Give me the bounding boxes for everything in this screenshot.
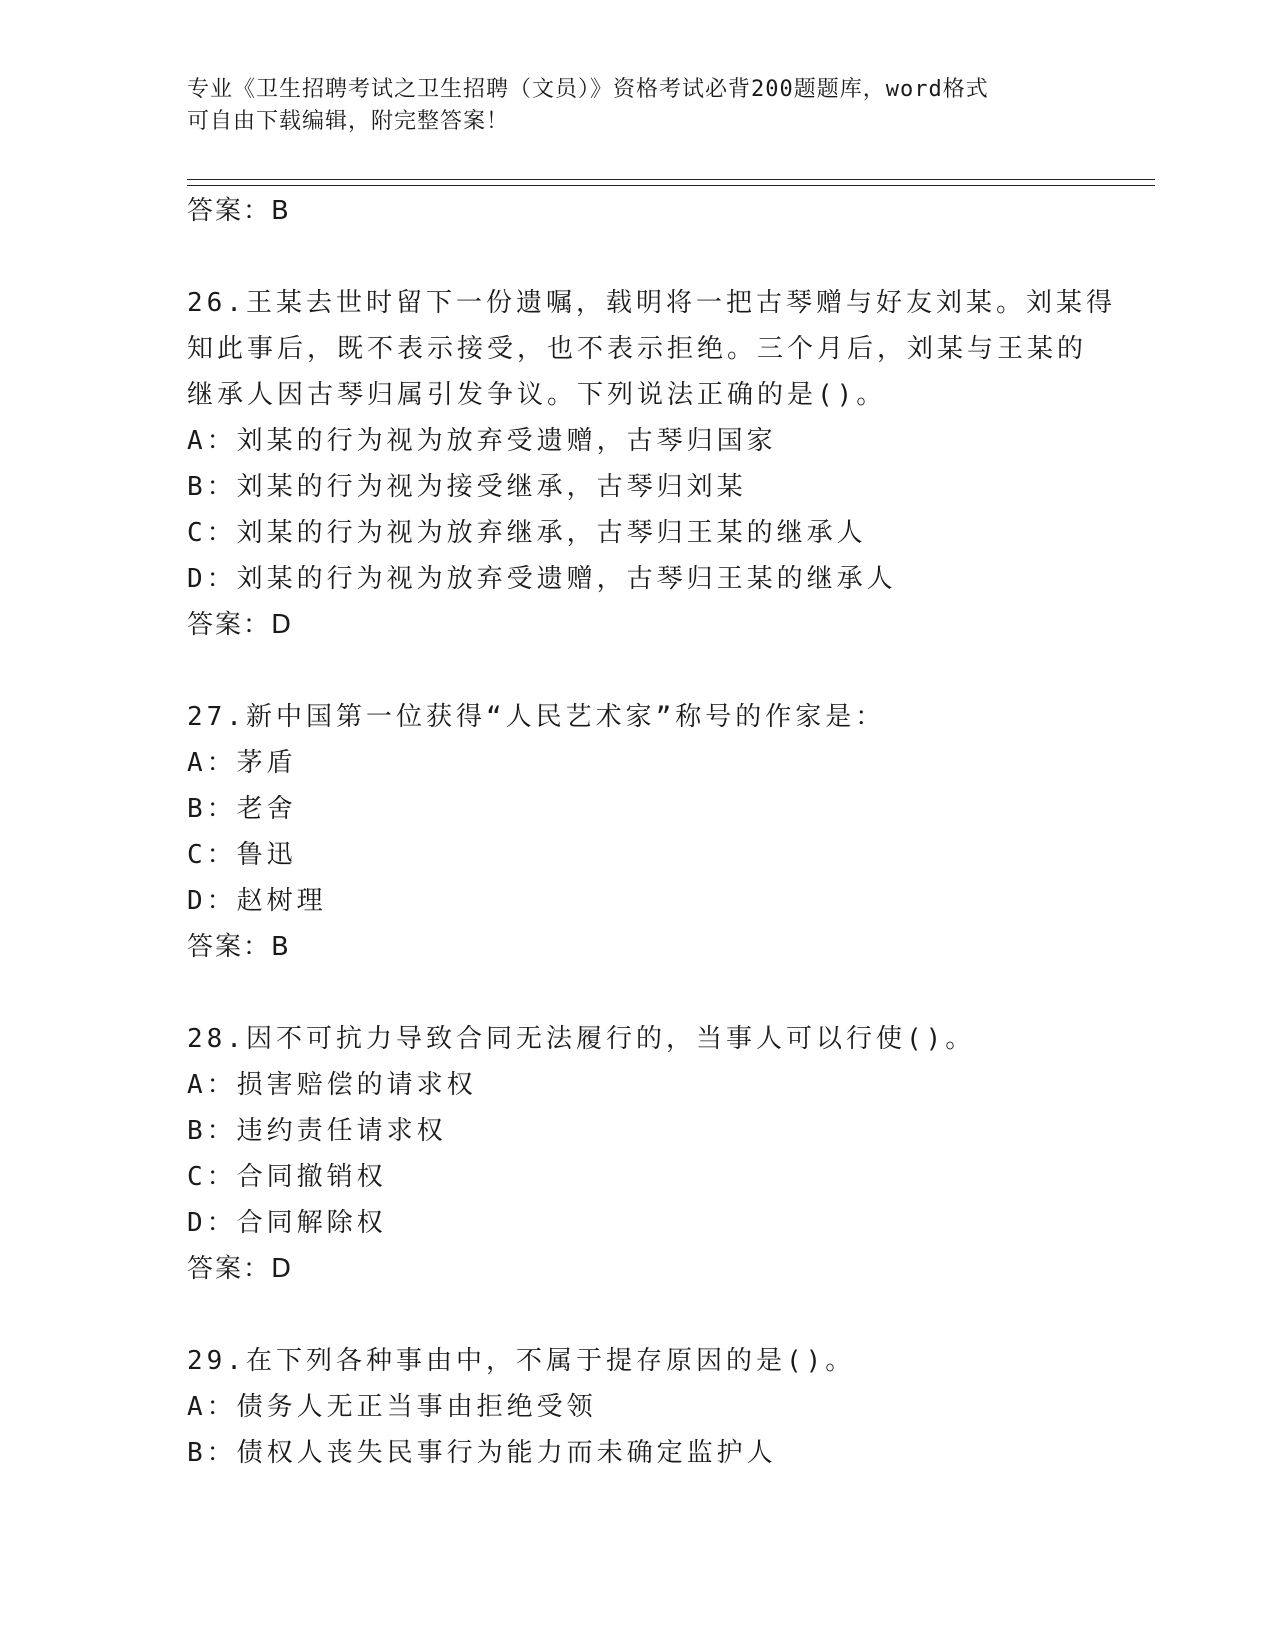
option-a: A：茅盾: [187, 748, 297, 778]
question-27: [187, 694, 1147, 970]
question-stem-line: 28.因不可抗力导致合同无法履行的，当事人可以行使()。: [187, 1024, 976, 1054]
spacer: [187, 1292, 1147, 1338]
question-stem-line: 继承人因古琴归属引发争议。下列说法正确的是()。: [187, 380, 887, 410]
option-b: B：违约责任请求权: [187, 1116, 447, 1146]
option-d: D：刘某的行为视为放弃受遗赠，古琴归王某的继承人: [187, 564, 897, 594]
question-stem-line: 知此事后，既不表示接受，也不表示拒绝。三个月后，刘某与王某的: [187, 334, 1088, 364]
question-26: [187, 280, 1147, 648]
option-b: B：债权人丧失民事行为能力而未确定监护人: [187, 1438, 777, 1468]
spacer: [187, 234, 1147, 280]
answer: 答案：B: [187, 932, 291, 962]
header-title-line-1: 专业《卫生招聘考试之卫生招聘（文员）》资格考试必背200题题库，word格式: [187, 77, 989, 102]
question-28: [187, 1016, 1147, 1292]
option-d: D：赵树理: [187, 886, 327, 916]
option-a: A：刘某的行为视为放弃受遗赠，古琴归国家: [187, 426, 777, 456]
spacer: [187, 970, 1147, 1016]
option-c: C：合同撤销权: [187, 1162, 387, 1192]
question-list: [187, 188, 1147, 1476]
option-c: C：刘某的行为视为放弃继承，古琴归王某的继承人: [187, 518, 867, 548]
header-divider-top: [187, 179, 1155, 180]
document-header: [187, 74, 1087, 138]
question-stem-line: 26.王某去世时留下一份遗嘱，载明将一把古琴赠与好友刘某。刘某得: [187, 288, 1116, 318]
question-stem-line: 29.在下列各种事由中，不属于提存原因的是()。: [187, 1346, 856, 1376]
spacer: [187, 648, 1147, 694]
option-b: B：刘某的行为视为接受继承，古琴归刘某: [187, 472, 747, 502]
header-title-line-2: 可自由下载编辑，附完整答案！: [187, 109, 510, 134]
option-a: A：损害赔偿的请求权: [187, 1070, 477, 1100]
option-c: C：鲁迅: [187, 840, 297, 870]
previous-answer: 答案：B: [187, 196, 291, 226]
question-stem-line: 27.新中国第一位获得“人民艺术家”称号的作家是：: [187, 702, 886, 732]
option-b: B：老舍: [187, 794, 297, 824]
question-29: [187, 1338, 1147, 1476]
answer: 答案：D: [187, 610, 294, 640]
option-d: D：合同解除权: [187, 1208, 387, 1238]
option-a: A：债务人无正当事由拒绝受领: [187, 1392, 597, 1422]
answer: 答案：D: [187, 1254, 294, 1284]
header-divider-bottom: [187, 185, 1155, 186]
